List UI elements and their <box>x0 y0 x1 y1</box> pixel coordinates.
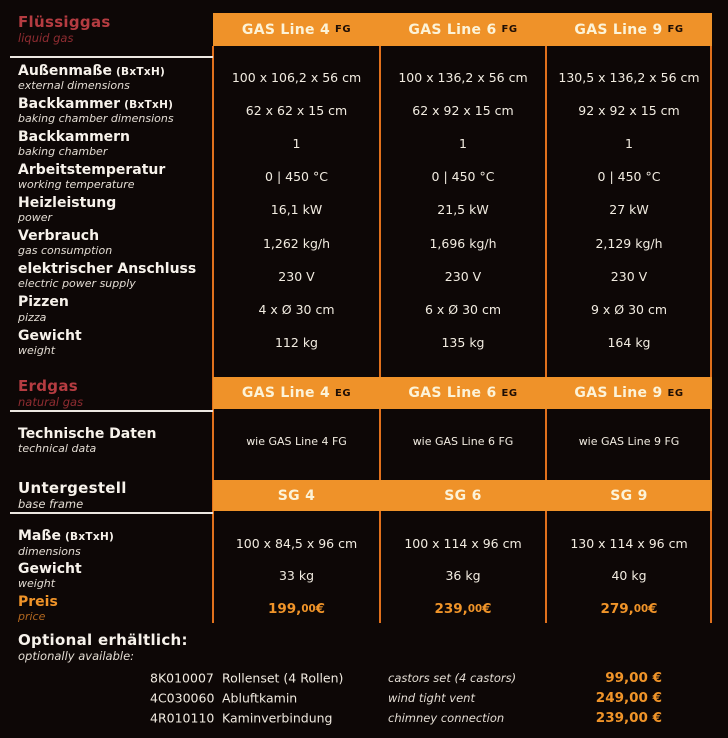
optional-item-price: 99,00 € <box>605 670 662 686</box>
spec-value: wie GAS Line 9 FG <box>578 434 680 448</box>
spec-value: 230 V <box>444 268 482 284</box>
spec-label: Backkammer <box>18 95 121 112</box>
spec-sublabel: weight <box>18 577 56 591</box>
spec-label-note: (BxTxH) <box>124 98 174 111</box>
spec-label-note: (BxTxH) <box>64 531 115 544</box>
col-header-suffix: FG <box>501 24 518 35</box>
spec-label: elektrischer Anschluss <box>18 261 197 278</box>
col-header-suffix: FG <box>335 24 352 35</box>
spec-value: 27 kW <box>609 202 649 218</box>
spec-label-row <box>18 293 213 326</box>
liquid-gas-labels <box>18 61 213 359</box>
spec-value: 1,262 kg/h <box>262 235 331 251</box>
optional-item-name-en: wind tight vent <box>388 691 475 705</box>
spec-value: 112 kg <box>274 334 318 350</box>
spec-value: 100 x 136,2 x 56 cm <box>398 70 528 86</box>
optional-item-name: Rollenset (4 Rollen) <box>222 670 344 686</box>
optional-item-row <box>0 668 728 688</box>
header-bar-eg <box>213 377 712 409</box>
section-title-en: liquid gas <box>18 30 74 45</box>
col-header-gas-line-4-fg <box>213 13 380 46</box>
spec-label-row <box>18 227 213 260</box>
col-header-gas-line-4-eg <box>213 377 380 409</box>
spec-sublabel: baking chamber dimensions <box>18 111 174 125</box>
spec-value: 62 x 92 x 15 cm <box>412 103 514 119</box>
spec-value: 100 x 106,2 x 56 cm <box>231 70 362 86</box>
optional-item-code: 8K010007 <box>150 670 214 686</box>
spec-value: 2,129 kg/h <box>595 235 663 251</box>
spec-value: 135 kg <box>441 334 485 350</box>
spec-value: 164 kg <box>607 334 651 350</box>
section-rule <box>10 512 213 514</box>
optional-item-code: 4C030060 <box>150 690 215 706</box>
spec-label: Maße <box>18 528 61 545</box>
col-header-suffix: EG <box>501 387 518 399</box>
price-value: 199, 00 € <box>268 600 325 617</box>
liquid-gas-values <box>213 61 712 359</box>
spec-label-row <box>18 407 213 475</box>
spec-value: 1 <box>625 136 633 152</box>
spec-value: 0 | 450 °C <box>431 169 495 185</box>
section-title-en: natural gas <box>18 394 84 409</box>
spec-label-row <box>18 127 213 160</box>
spec-value: 100 x 84,5 x 96 cm <box>235 535 358 551</box>
spec-label-row-price <box>18 592 213 625</box>
base-frame-labels <box>18 527 213 625</box>
section-title-optional <box>18 632 188 662</box>
spec-label: Heizleistung <box>18 195 117 212</box>
spec-value: 62 x 62 x 15 cm <box>245 103 348 119</box>
base-frame-values <box>213 527 712 625</box>
spec-sublabel: external dimensions <box>18 78 130 92</box>
spec-value: 4 x Ø 30 cm <box>258 301 335 317</box>
optional-item-price: 239,00 € <box>595 710 662 726</box>
col-header-suffix: EG <box>335 387 352 399</box>
spec-value: 100 x 114 x 96 cm <box>404 535 522 551</box>
spec-value: wie GAS Line 6 FG <box>412 434 514 448</box>
col-header-label: GAS Line 9 <box>574 385 663 401</box>
col-header-label: GAS Line 6 <box>408 385 497 401</box>
optional-item-price: 249,00 € <box>595 690 662 706</box>
spec-sublabel: working temperature <box>18 178 135 192</box>
col-header-gas-line-9-eg <box>546 377 712 409</box>
header-bar-fg <box>213 13 712 46</box>
spec-value: 33 kg <box>278 568 315 584</box>
spec-sublabel: gas consumption <box>18 244 113 258</box>
col-header-suffix: FG <box>667 24 684 35</box>
spec-label-row <box>18 326 213 359</box>
spec-label-row <box>18 193 213 226</box>
section-title-de: Untergestell <box>18 479 127 497</box>
spec-label: Preis <box>18 593 58 610</box>
section-title-en: base frame <box>18 496 84 511</box>
spec-value: 40 kg <box>611 568 647 584</box>
header-bar-sg <box>213 480 712 511</box>
section-title-natural-gas <box>18 378 83 408</box>
optional-item-row <box>0 688 728 708</box>
optional-item-name-en: chimney connection <box>388 711 505 725</box>
col-header-label: SG 6 <box>444 487 482 504</box>
col-header-sg6 <box>380 480 546 511</box>
spec-sublabel: pizza <box>18 310 47 324</box>
spec-label-row <box>18 61 213 94</box>
col-header-sg4 <box>213 480 380 511</box>
spec-value: wie GAS Line 4 FG <box>246 434 347 448</box>
spec-value: 1 <box>292 136 301 152</box>
col-header-gas-line-9-fg <box>546 13 712 46</box>
col-header-label: SG 9 <box>610 487 648 504</box>
spec-label-note: (BxTxH) <box>115 65 166 78</box>
section-title-liquid-gas <box>18 14 111 44</box>
section-title-en: optionally available: <box>18 648 135 663</box>
spec-label: Backkammern <box>18 128 131 145</box>
col-header-suffix: EG <box>667 387 684 399</box>
col-header-sg9 <box>546 480 712 511</box>
natural-gas-values <box>213 407 712 475</box>
spec-value: 9 x Ø 30 cm <box>590 301 668 317</box>
optional-item-row <box>0 708 728 728</box>
spec-label: Verbrauch <box>18 228 100 245</box>
spec-sublabel: baking chamber <box>18 145 108 158</box>
optional-item-name-en: castors set (4 castors) <box>388 671 517 685</box>
spec-label-row <box>18 160 213 193</box>
spec-value: 92 x 92 x 15 cm <box>578 103 680 119</box>
price-value: 239, 00 € <box>434 600 492 617</box>
col-header-label: SG 4 <box>277 487 316 504</box>
spec-value: 230 V <box>610 268 648 284</box>
spec-value: 21,5 kW <box>437 202 489 218</box>
spec-sublabel: power <box>18 211 52 225</box>
optional-item-name: Kaminverbindung <box>222 710 333 726</box>
spec-label: Gewicht <box>18 327 82 344</box>
spec-sublabel: technical data <box>18 442 97 456</box>
spec-value: 6 x Ø 30 cm <box>424 301 502 317</box>
col-header-label: GAS Line 6 <box>408 21 497 38</box>
section-title-base-frame <box>18 480 127 510</box>
col-header-label: GAS Line 4 <box>241 21 331 38</box>
col-header-label: GAS Line 4 <box>241 385 331 401</box>
spec-sublabel: weight <box>18 343 56 357</box>
spec-label: Pizzen <box>18 294 69 311</box>
spec-label: Arbeitstemperatur <box>18 162 166 179</box>
natural-gas-labels <box>18 407 213 475</box>
section-rule <box>10 56 213 58</box>
section-title-de: Flüssiggas <box>18 13 111 31</box>
spec-label-row <box>18 94 213 127</box>
optional-item-name: Abluftkamin <box>222 690 298 706</box>
spec-label-row <box>18 527 213 560</box>
col-header-gas-line-6-fg <box>380 13 546 46</box>
spec-value: 0 | 450 °C <box>265 169 328 185</box>
spec-sublabel: price <box>18 609 46 623</box>
spec-sublabel: dimensions <box>18 544 81 558</box>
spec-value: 16,1 kW <box>270 202 323 218</box>
spec-label-row <box>18 560 213 593</box>
col-header-gas-line-6-eg <box>380 377 546 409</box>
spec-value: 1 <box>459 136 467 152</box>
optional-item-code: 4R010110 <box>150 710 215 726</box>
section-title-de: Optional erhältlich: <box>18 631 188 649</box>
spec-value: 36 kg <box>445 568 481 584</box>
spec-sublabel: electric power supply <box>18 277 136 291</box>
spec-value: 130,5 x 136,2 x 56 cm <box>558 70 700 86</box>
spec-label: Technische Daten <box>18 426 157 443</box>
price-value: 279, 00 € <box>600 600 658 617</box>
spec-value: 230 V <box>278 268 315 284</box>
spec-value: 130 x 114 x 96 cm <box>570 535 688 551</box>
spec-label: Außenmaße <box>18 62 112 79</box>
spec-value: 0 | 450 °C <box>597 169 661 185</box>
spec-label-row <box>18 260 213 293</box>
spec-label: Gewicht <box>18 561 82 578</box>
section-title-de: Erdgas <box>18 377 78 395</box>
col-header-label: GAS Line 9 <box>574 21 663 38</box>
spec-value: 1,696 kg/h <box>429 235 497 251</box>
